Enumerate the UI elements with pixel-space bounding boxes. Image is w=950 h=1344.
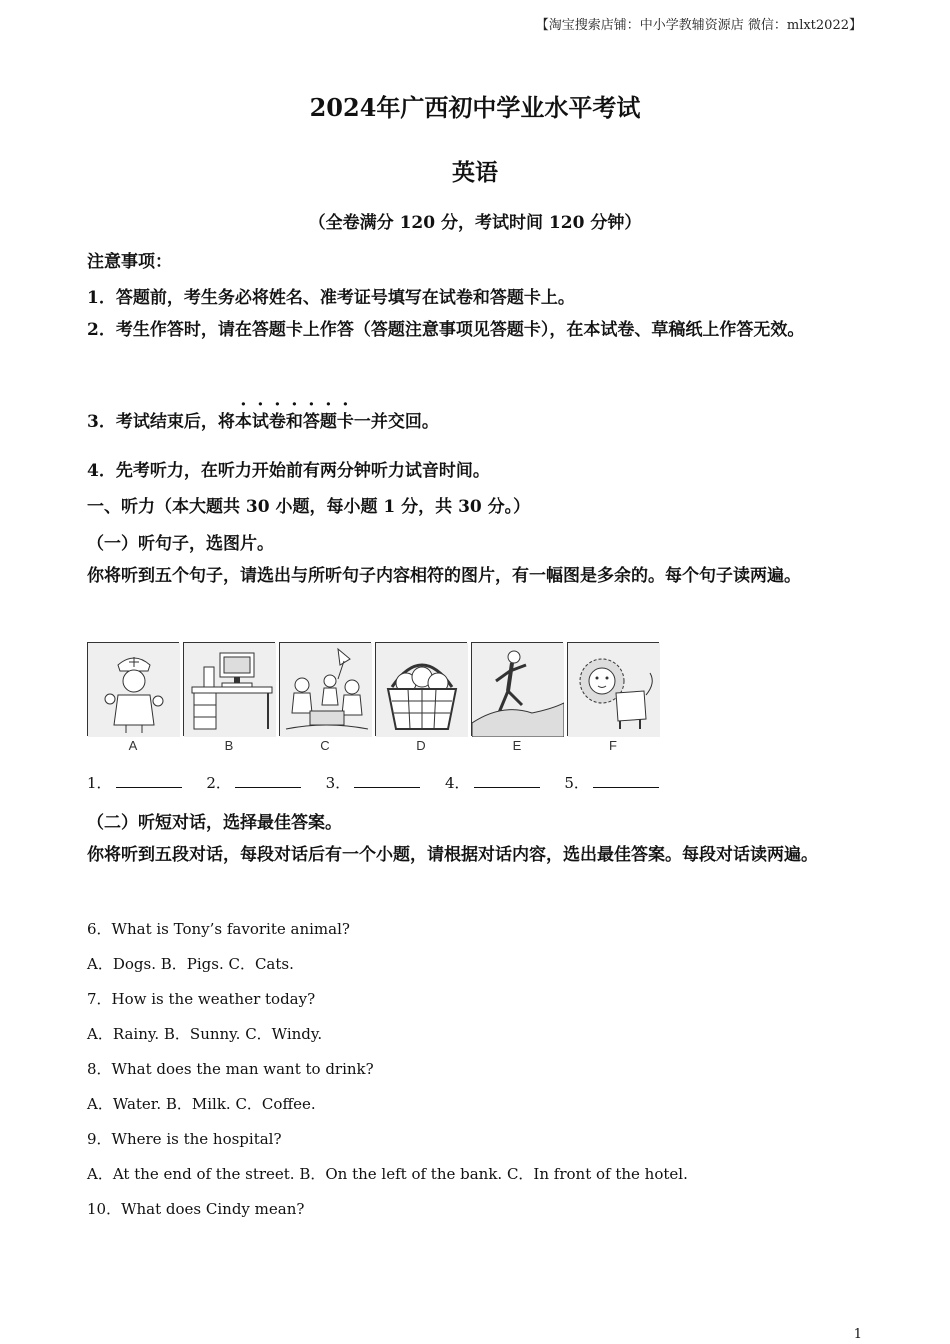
picture-f-letter: F (609, 738, 617, 753)
question-6: 6．What is Tony’s favorite animal? (87, 920, 350, 938)
question-8-options: A．Water. B．Milk. C．Coffee. (87, 1095, 316, 1113)
blank-4[interactable] (474, 773, 540, 788)
part2-heading: （二）听短对话，选择最佳答案。 (87, 813, 342, 833)
emphasis-char: 和 (285, 412, 303, 432)
question-8: 8．What does the man want to drink? (87, 1060, 374, 1078)
picture-a-letter: A (128, 738, 138, 753)
exam-subject: 英语 (452, 159, 498, 186)
emphasis-char: 试 (251, 412, 269, 432)
blank-1-label: 1． (87, 774, 112, 792)
picture-d (375, 642, 467, 736)
computer-desk-icon (184, 643, 276, 737)
emphasis-char: 卡 (336, 412, 354, 432)
emphasis-char: 题 (319, 412, 337, 432)
exam-subtitle: （全卷满分 120 分，考试时间 120 分钟） (308, 213, 642, 233)
notice-item-2: 2．考生作答时，请在答题卡上作答（答题注意事项见答题卡），在本试卷、草稿纸上作答无效。 (87, 320, 805, 340)
question-9-options: A．At the end of the street. B．On the left of the bank. C．In front of the hotel. (87, 1165, 688, 1183)
apple-basket-icon (376, 643, 468, 737)
picture-e (471, 642, 563, 736)
blank-2[interactable] (235, 773, 301, 788)
question-9: 9．Where is the hospital? (87, 1130, 282, 1148)
part1-heading: （一）听句子，选图片。 (87, 534, 274, 554)
picture-b (183, 642, 275, 736)
blank-3[interactable] (354, 773, 420, 788)
picture-a (87, 642, 179, 736)
picture-b-letter: B (224, 738, 234, 753)
picture-f (567, 642, 659, 736)
emphasis-char: 本 (234, 412, 252, 432)
runner-icon (472, 643, 564, 737)
notice-item-3 (87, 407, 439, 432)
blank-1[interactable] (116, 773, 182, 788)
notice-item-1: 1．答题前，考生务必将姓名、准考证号填写在试卷和答题卡上。 (87, 288, 575, 308)
blank-3-label: 3． (325, 774, 351, 792)
question-10: 10．What does Cindy mean? (87, 1200, 305, 1218)
question-6-options: A．Dogs. B．Pigs. C．Cats. (87, 955, 294, 973)
part2-instructions: 你将听到五段对话，每段对话后有一个小题，请根据对话内容，选出最佳答案。每段对话读两遍。 (87, 845, 818, 865)
notice-item-3-post: 一并交回。 (353, 412, 439, 432)
blank-4-label: 4． (444, 774, 470, 792)
blank-5-label: 5． (564, 774, 589, 792)
nurse-icon (88, 643, 180, 737)
picture-strip (87, 642, 663, 754)
picture-c (279, 642, 371, 736)
answer-blanks (87, 772, 679, 793)
header-note: 【淘宝搜索店铺：中小学教辅资源店 微信：mlxt2022】 (535, 18, 862, 33)
question-7: 7．How is the weather today? (87, 990, 316, 1008)
emphasis-char: 答 (302, 412, 320, 432)
question-7-options: A．Rainy. B．Sunny. C．Windy. (87, 1025, 323, 1043)
section1-heading: 一、听力（本大题共 30 小题，每小题 1 分，共 30 分。） (87, 497, 531, 517)
emphasis-char: 卷 (268, 412, 286, 432)
notice-item-4: 4．先考听力，在听力开始前有两分钟听力试音时间。 (87, 461, 490, 481)
part1-instructions: 你将听到五个句子，请选出与所听句子内容相符的图片，有一幅图是多余的。每个句子读两遍。 (87, 566, 801, 586)
picture-e-letter: E (512, 738, 522, 753)
picture-d-letter: D (416, 738, 426, 753)
notice-heading: 注意事项： (87, 252, 172, 272)
picture-c-letter: C (320, 738, 330, 753)
picnic-kids-icon (280, 643, 372, 737)
blank-2-label: 2． (206, 774, 231, 792)
lion-icon (568, 643, 660, 737)
notice-item-3-pre: 3．考试结束后，将 (87, 412, 235, 432)
blank-5[interactable] (593, 773, 659, 788)
exam-title: 2024年广西初中学业水平考试 (309, 93, 641, 122)
page-number: 1 (853, 1327, 862, 1342)
notice-item-3-emphasis (235, 412, 354, 432)
